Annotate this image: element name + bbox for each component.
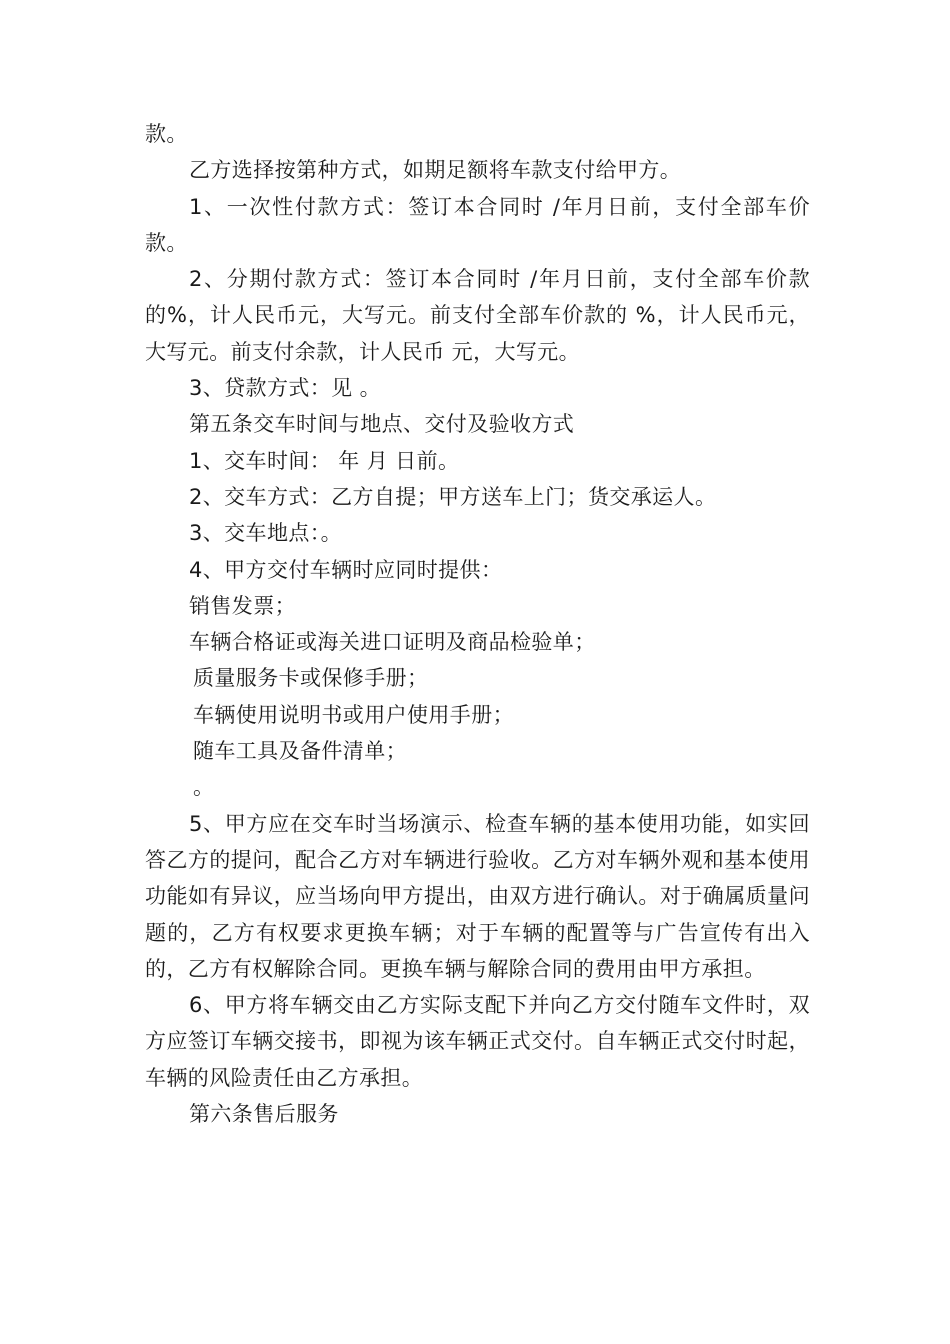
section-heading: 第六条售后服务 [189,1102,339,1127]
paragraph: 6、甲方将车辆交由乙方实际支配下并向乙方交付随车文件时，双方应签订车辆交接书，即视为该车辆正式交付。自车辆正式交付时起，车辆的风险责任由乙方承担。 [145,993,810,1090]
list-item: 。 [193,775,215,800]
paragraph: 款。 [145,122,188,146]
paragraph: 1、交车时间： 年 月 日前。 [189,448,460,473]
list-item: 车辆合格证或海关进口证明及商品检验单； [189,630,596,655]
list-item: 销售发票； [189,593,296,618]
paragraph: 2、交车方式：乙方自提；甲方送车上门；货交承运人。 [189,484,717,509]
list-item: 质量服务卡或保修手册； [193,666,429,691]
paragraph: 乙方选择按第种方式，如期足额将车款支付给甲方。 [189,158,682,183]
paragraph: 5、甲方应在交车时当场演示、检查车辆的基本使用功能，如实回答乙方的提问，配合乙方对车辆进行验收。乙方对车辆外观和基本使用功能如有异议，应当场向甲方提出，由双方进行确认。对于确属质量问题的，乙方有权要求更换车辆；对于车辆的配置等与广告宣传有出入的，乙方有权解除合同。更换车辆与解除合同的费用由甲方承担。 [145,811,810,981]
paragraph: 3、交车地点：。 [189,521,343,546]
paragraph: 4、甲方交付车辆时应同时提供： [189,557,503,582]
paragraph: 2、分期付款方式：签订本合同时 /年月日前，支付全部车价款的%，计人民币元，大写元。前支付全部车价款的 %，计人民币元，大写元。前支付余款，计人民币 元，大写元。 [145,267,810,364]
list-item: 随车工具及备件清单； [193,739,407,764]
section-heading: 第五条交车时间与地点、交付及验收方式 [189,412,575,437]
paragraph: 1、一次性付款方式：签订本合同时 /年月日前，支付全部车价款。 [145,194,810,255]
contract-body [145,116,810,1132]
paragraph: 3、贷款方式：见 。 [189,376,382,401]
list-item: 车辆使用说明书或用户使用手册； [193,702,514,727]
